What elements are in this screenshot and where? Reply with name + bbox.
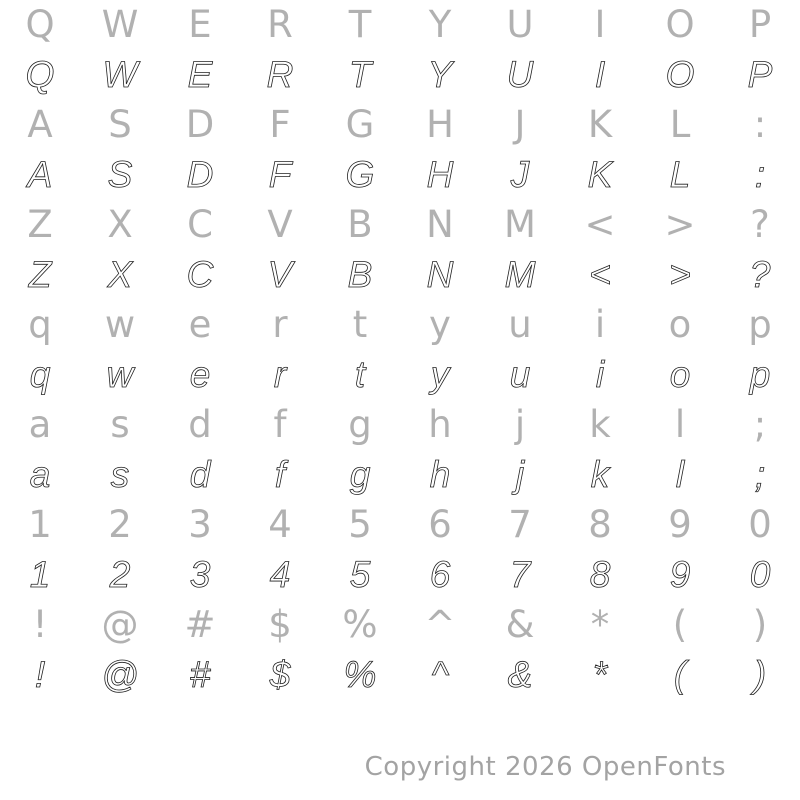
glyph-cell: > [669, 254, 691, 295]
glyph-row-specimen [0, 250, 800, 300]
glyph-cell: w [106, 354, 134, 395]
glyph-cell: $ [269, 654, 291, 695]
glyph-row-specimen [0, 50, 800, 100]
glyph-cell: 3 [188, 503, 212, 546]
glyph-cell: L [669, 103, 691, 146]
glyph-cell: 0 [748, 503, 772, 546]
glyph-cell: N [426, 254, 454, 295]
glyph-cell: h [429, 454, 451, 495]
glyph-cell: B [347, 254, 373, 295]
glyph-cell: R [267, 3, 293, 46]
glyph-cell: V [267, 203, 293, 246]
glyph-cell: 2 [108, 503, 132, 546]
glyph-cell: K [587, 103, 613, 146]
glyph-cell: f [274, 454, 286, 495]
glyph-cell: M [504, 203, 536, 246]
glyph-cell: y [430, 354, 450, 395]
glyph-cell: k [590, 454, 610, 495]
glyph-row-reference [0, 0, 800, 50]
glyph-cell: i [595, 354, 605, 395]
glyph-cell: t [354, 354, 366, 395]
glyph-cell: w [104, 303, 136, 346]
glyph-row-specimen [0, 350, 800, 400]
glyph-cell: h [428, 403, 452, 446]
glyph-cell: W [101, 3, 139, 46]
glyph-cell: * [592, 654, 608, 695]
glyph-cell: O [665, 3, 695, 46]
glyph-cell: 5 [349, 554, 371, 595]
glyph-cell: 7 [509, 554, 531, 595]
glyph-cell: j [514, 403, 526, 446]
glyph-cell: % [343, 654, 377, 695]
copyright-text: Copyright 2026 OpenFonts [364, 752, 726, 782]
glyph-cell: ? [749, 254, 771, 295]
glyph-cell: C [187, 203, 213, 246]
glyph-cell: 9 [669, 554, 691, 595]
glyph-cell: l [675, 454, 685, 495]
glyph-cell: # [189, 654, 211, 695]
glyph-cell: u [508, 303, 532, 346]
glyph-cell: W [102, 54, 138, 95]
glyph-cell: T [348, 3, 372, 46]
glyph-cell: Z [28, 254, 52, 295]
glyph-cell: ) [753, 654, 767, 695]
glyph-cell: j [515, 454, 525, 495]
glyph-cell: ( [672, 603, 688, 646]
glyph-cell: @ [101, 603, 139, 646]
glyph-cell: F [269, 103, 291, 146]
glyph-cell: 3 [189, 554, 211, 595]
glyph-cell: ; [754, 454, 766, 495]
glyph-cell: I [594, 54, 606, 95]
glyph-cell: y [429, 303, 451, 346]
glyph-cell: ? [750, 203, 770, 246]
glyph-cell: U [506, 3, 534, 46]
glyph-cell: s [110, 403, 130, 446]
glyph-cell: A [27, 103, 53, 146]
glyph-cell: B [347, 203, 373, 246]
glyph-cell: K [587, 154, 613, 195]
glyph-row-reference [0, 400, 800, 450]
glyph-cell: F [268, 154, 292, 195]
glyph-cell: ! [34, 654, 46, 695]
glyph-cell: i [594, 303, 606, 346]
glyph-cell: # [184, 603, 216, 646]
glyph-cell: Q [25, 3, 55, 46]
glyph-cell: Y [427, 54, 453, 95]
glyph-cell: a [28, 403, 52, 446]
glyph-cell: L [669, 154, 691, 195]
glyph-cell: r [273, 354, 287, 395]
glyph-cell: Q [25, 54, 55, 95]
glyph-cell: p [748, 303, 772, 346]
glyph-cell: T [348, 54, 372, 95]
glyph-cell: 7 [508, 503, 532, 546]
glyph-row-reference [0, 500, 800, 550]
glyph-cell: & [505, 603, 535, 646]
glyph-cell: $ [268, 603, 292, 646]
glyph-cell: S [107, 154, 133, 195]
glyph-cell: l [674, 403, 686, 446]
glyph-cell: Z [27, 203, 53, 246]
glyph-cell: E [188, 3, 212, 46]
glyph-cell: < [584, 203, 616, 246]
glyph-cell: N [426, 203, 454, 246]
glyph-cell: @ [101, 654, 139, 695]
glyph-cell: 8 [588, 503, 612, 546]
glyph-cell: A [27, 154, 53, 195]
glyph-cell: > [664, 203, 696, 246]
glyph-cell: M [504, 254, 536, 295]
glyph-cell: V [267, 254, 293, 295]
glyph-cell: 4 [268, 503, 292, 546]
glyph-cell: 1 [28, 503, 52, 546]
glyph-cell: t [352, 303, 368, 346]
glyph-cell: ^ [431, 654, 449, 695]
glyph-cell: ^ [424, 603, 456, 646]
glyph-cell: H [426, 103, 454, 146]
glyph-cell: d [188, 403, 212, 446]
glyph-cell: o [669, 354, 691, 395]
glyph-cell: a [29, 454, 51, 495]
glyph-cell: q [28, 303, 52, 346]
glyph-row-specimen [0, 150, 800, 200]
glyph-row-reference [0, 100, 800, 150]
glyph-cell: : [753, 103, 767, 146]
glyph-cell: D [186, 154, 214, 195]
glyph-cell: 0 [749, 554, 771, 595]
glyph-cell: E [187, 54, 213, 95]
glyph-cell: 2 [109, 554, 131, 595]
glyph-cell: X [107, 254, 133, 295]
glyph-row-specimen [0, 650, 800, 700]
glyph-cell: P [747, 54, 773, 95]
glyph-cell: U [506, 54, 534, 95]
glyph-cell: ) [752, 603, 768, 646]
glyph-cell: O [665, 54, 695, 95]
glyph-cell: g [349, 454, 371, 495]
glyph-cell: e [189, 354, 211, 395]
glyph-cell: G [345, 103, 375, 146]
glyph-cell: 6 [429, 554, 451, 595]
glyph-cell: d [189, 454, 211, 495]
glyph-cell: ! [32, 603, 48, 646]
glyph-cell: X [107, 203, 133, 246]
glyph-row-reference [0, 600, 800, 650]
glyph-cell: G [345, 154, 375, 195]
glyph-cell: f [273, 403, 287, 446]
glyph-cell: 8 [589, 554, 611, 595]
glyph-cell: ; [753, 403, 767, 446]
glyph-cell: & [507, 654, 533, 695]
glyph-cell: Y [428, 3, 452, 46]
glyph-cell: H [426, 154, 454, 195]
glyph-cell: 5 [348, 503, 372, 546]
glyph-row-specimen [0, 550, 800, 600]
glyph-cell: D [185, 103, 215, 146]
glyph-cell: R [266, 54, 294, 95]
glyph-cell: J [514, 103, 526, 146]
glyph-cell: 1 [29, 554, 51, 595]
glyph-cell: 9 [668, 503, 692, 546]
glyph-cell: % [342, 603, 378, 646]
glyph-cell: o [668, 303, 692, 346]
glyph-row-reference [0, 200, 800, 250]
glyph-cell: 6 [428, 503, 452, 546]
glyph-cell: r [272, 303, 288, 346]
glyph-cell: : [754, 154, 766, 195]
glyph-cell: 4 [269, 554, 291, 595]
glyph-cell: J [510, 154, 530, 195]
glyph-cell: ( [673, 654, 687, 695]
glyph-row-reference [0, 300, 800, 350]
glyph-cell: k [589, 403, 611, 446]
glyph-cell: I [594, 3, 606, 46]
glyph-cell: p [749, 354, 771, 395]
glyph-cell: g [348, 403, 372, 446]
glyph-cell: P [748, 3, 772, 46]
glyph-row-specimen [0, 450, 800, 500]
glyph-cell: u [509, 354, 531, 395]
glyph-cell: < [589, 254, 611, 295]
glyph-cell: q [29, 354, 51, 395]
glyph-cell: e [188, 303, 212, 346]
glyph-cell: * [590, 603, 610, 646]
glyph-cell: S [108, 103, 132, 146]
glyph-cell: C [186, 254, 214, 295]
glyph-cell: s [110, 454, 130, 495]
